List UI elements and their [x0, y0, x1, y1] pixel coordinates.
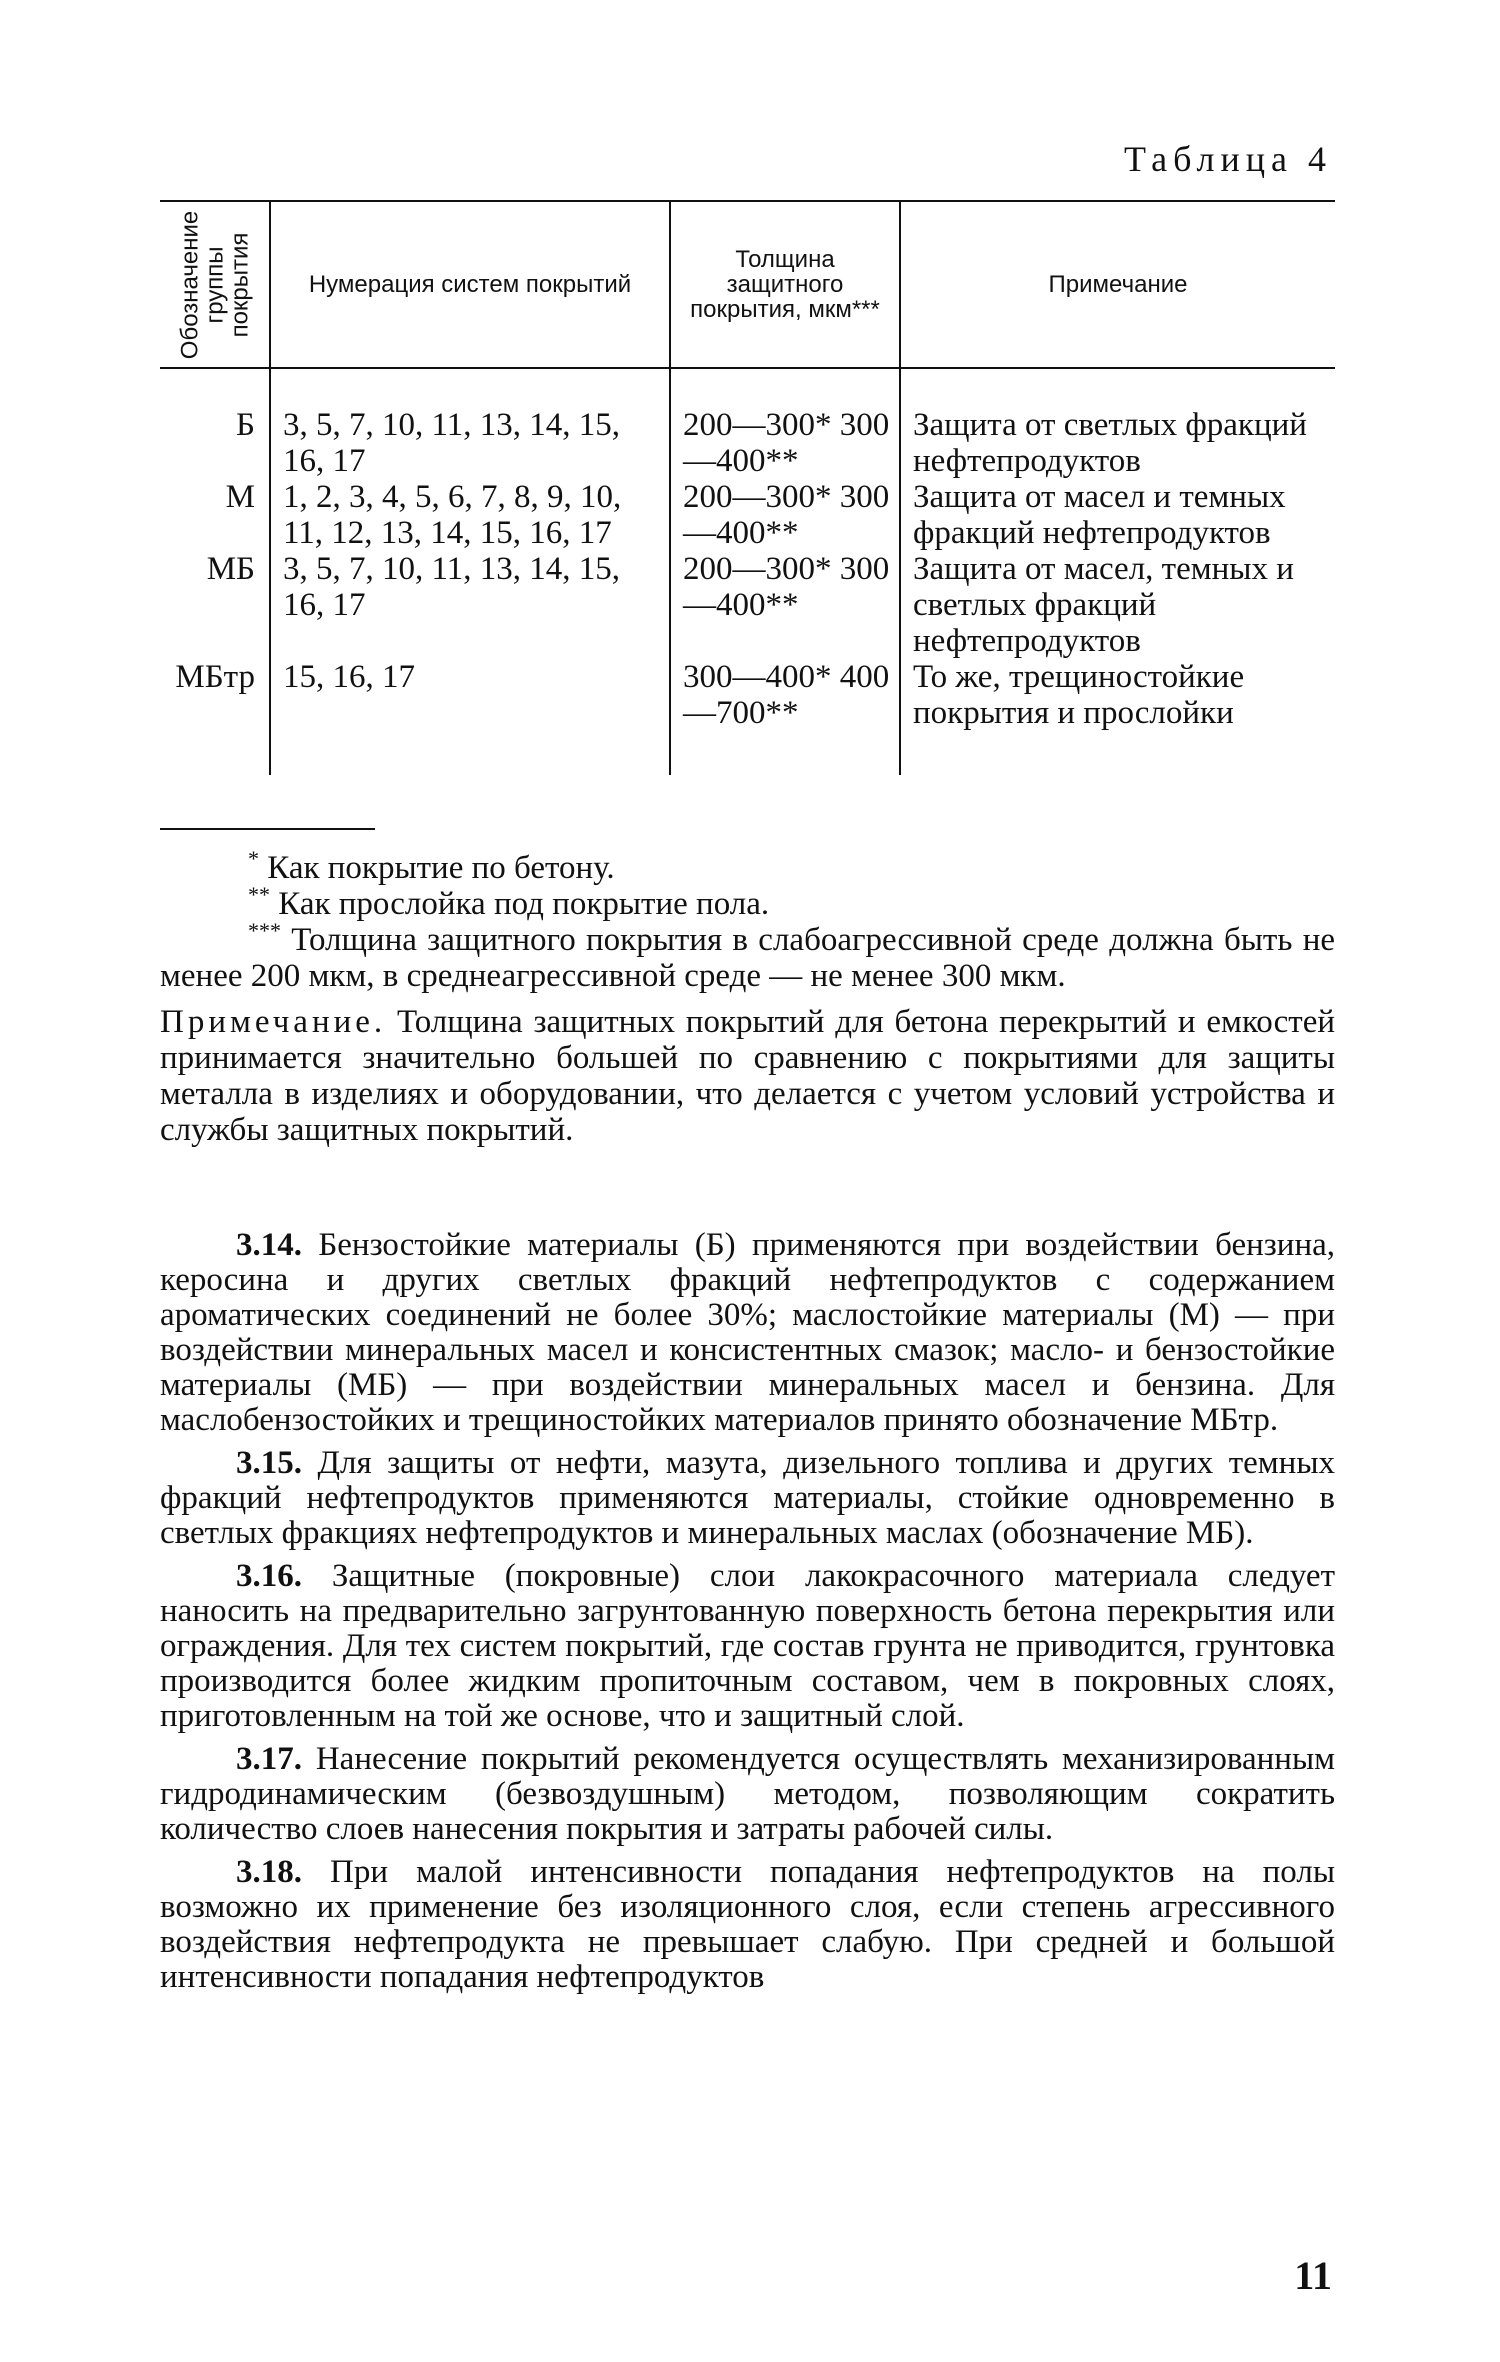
coating-table	[160, 200, 1335, 775]
paragraph-text: Нанесение покрытий рекомендуется осуществлять механизированным гидродинамическим (безвоздушным) методом, позволяющим сократить количество слоев нанесения покрытия и затраты рабочей силы.	[160, 1741, 1336, 1847]
header-thickness: Толщина защитного покрытия, мкм***	[670, 201, 900, 368]
remark-label: Примечание.	[160, 1004, 387, 1040]
paragraph-text: При малой интенсивности попадания нефтепродуктов на полы возможно их применение без изоляционного слоя, если степень агрессивного воздействия нефтепродукта не превышает слабую. При средней и большой интенсивности попадания нефтепродуктов	[160, 1854, 1336, 1995]
cell-thickness: 200—300* 300—400**	[670, 479, 900, 551]
cell-systems: 1, 2, 3, 4, 5, 6, 7, 8, 9, 10, 11, 12, 13, 14, 15, 16, 17	[270, 479, 670, 551]
table-row	[160, 368, 1335, 479]
footnote-separator	[160, 828, 375, 830]
cell-group: МБтр	[175, 659, 255, 695]
paragraph-3-18	[160, 1855, 1335, 1995]
paragraph-text: Для защиты от нефти, мазута, дизельного топлива и других темных фракций нефтепродуктов применяются материалы, стойкие одновременно в светлых фракциях нефтепродуктов и минеральных маслах (обозначение МБ).	[160, 1445, 1335, 1551]
table-row	[160, 659, 1335, 775]
footnote-text: Толщина защитного покрытия в слабоагрессивной среде должна быть не менее 200 мкм, в среднеагрессивной среде — не менее 300 мкм.	[160, 922, 1335, 994]
paragraph-3-14	[160, 1228, 1335, 1438]
cell-group: Б	[236, 407, 255, 443]
paragraph-number: 3.16.	[236, 1558, 302, 1594]
cell-systems: 15, 16, 17	[270, 659, 670, 775]
cell-note: Защита от масел, темных и светлых фракций нефтепродуктов	[900, 551, 1335, 659]
footnote-mark: *	[248, 846, 259, 871]
footnote	[160, 846, 1335, 886]
paragraph-3-15	[160, 1446, 1335, 1551]
header-group-label: Обозначение группы покрытия	[176, 210, 253, 359]
cell-thickness: 300—400* 400—700**	[670, 659, 900, 775]
cell-thickness: 200—300* 300—400**	[670, 551, 900, 659]
cell-note: Защита от масел и темных фракций нефтепродуктов	[900, 479, 1335, 551]
paragraph-number: 3.15.	[236, 1445, 302, 1481]
cell-note: Защита от светлых фракций нефтепродуктов	[900, 368, 1335, 479]
paragraph-number: 3.17.	[236, 1741, 302, 1777]
cell-systems: 3, 5, 7, 10, 11, 13, 14, 15, 16, 17	[270, 368, 670, 479]
cell-group: М	[225, 479, 255, 515]
footnote	[160, 882, 1335, 922]
paragraph-3-17	[160, 1742, 1335, 1847]
body-text	[160, 1228, 1335, 2003]
cell-group: МБ	[206, 551, 255, 587]
table-row	[160, 479, 1335, 551]
header-group	[160, 201, 270, 368]
cell-systems: 3, 5, 7, 10, 11, 13, 14, 15, 16, 17	[270, 551, 670, 659]
table	[160, 200, 1335, 775]
paragraph-number: 3.18.	[236, 1854, 302, 1890]
paragraph-3-16	[160, 1559, 1335, 1734]
footnote-mark: ***	[248, 918, 281, 943]
remark-text: Толщина защитных покрытий для бетона перекрытий и емкостей принимается значительно большей по сравнению с покрытиями для защиты металла в изделиях и оборудовании, что делается с учетом условий устройства и службы защитных покрытий.	[160, 1004, 1335, 1148]
table-caption: Таблица 4	[1124, 139, 1332, 179]
header-systems: Нумерация систем покрытий	[270, 201, 670, 368]
footnotes	[160, 846, 1335, 1148]
footnote	[160, 918, 1335, 994]
paragraph-number: 3.14.	[236, 1227, 302, 1263]
header-note: Примечание	[900, 201, 1335, 368]
table-header-row	[160, 201, 1335, 368]
table-row	[160, 551, 1335, 659]
paragraph-text: Защитные (покровные) слои лакокрасочного материала следует наносить на предварительно загрунтованную поверхность бетона перекрытия или ограждения. Для тех систем покрытий, где состав грунта не приводится, грунтовка производится более жидким пропиточным составом, чем в покровных слоях, приготовленным на той же основе, что и защитный слой.	[160, 1558, 1335, 1734]
footnote-mark: **	[248, 882, 270, 907]
cell-thickness: 200—300* 300—400**	[670, 368, 900, 479]
footnote-text: Как прослойка под покрытие пола.	[278, 886, 770, 922]
footnote-text: Как покрытие по бетону.	[267, 850, 615, 886]
table-remark	[160, 1004, 1335, 1148]
paragraph-text: Бензостойкие материалы (Б) применяются при воздействии бензина, керосина и других светлых фракций нефтепродуктов с содержанием ароматических соединений не более 30%; маслостойкие материалы (М) — при воздействии минеральных масел и консистентных смазок; масло- и бензостойкие материалы (МБ) — при воздействии минеральных масел и бензина. Для маслобензостойких и трещиностойких материалов принято обозначение МБтр.	[160, 1227, 1335, 1438]
cell-note: То же, трещиностойкие покрытия и прослойки	[900, 659, 1335, 775]
page-number: 11	[1294, 2253, 1332, 2298]
